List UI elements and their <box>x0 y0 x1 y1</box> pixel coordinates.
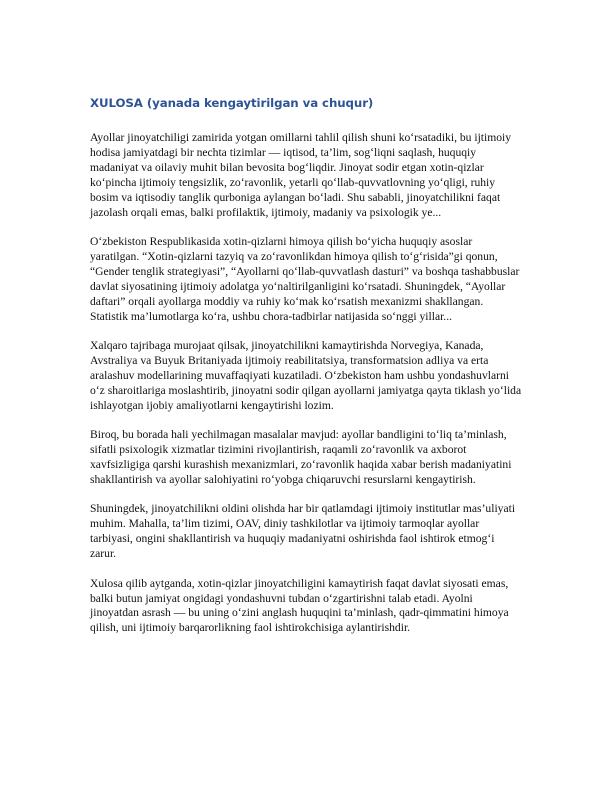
paragraph-5: Shuningdek, jinoyatchilikni oldini olishda har bir qatlamdagi ijtimoiy institutlar mas’uliyati muhim. Mahalla, ta’lim tizimi, OAV, diniy tashkilotlar va ijtimoiy tarmoqlar ayollar tarbiyasi, ongini shakllantirish va huquqiy madaniyatni oshirishda faol ishtirok etmog‘i zarur. <box>90 502 516 561</box>
paragraph-3: Xalqaro tajribaga murojaat qilsak, jinoyatchilikni kamaytirishda Norvegiya, Kanada, Avstraliya va Buyuk Britaniyada ijtimoiy reabilitatsiya, transformatsion adliya va erta aralashuv modellarining muvaffaqiyati kuzatiladi. O‘zbekiston ham ushbu yondashuvlarni o‘z sharoitlariga moslashtirib, jinoyatni sodir qilgan ayollarni jamiyatga qayta tiklash yo‘lida ishlayotgan ijobiy amaliyotlarni kengaytirishi lozim. <box>90 339 522 412</box>
section-heading: XULOSA (yanada kengaytirilgan va chuqur) <box>90 96 374 110</box>
paragraph-1: Ayollar jinoyatchiligi zamirida yotgan omillarni tahlil qilish shuni ko‘rsatadiki, bu ijtimoiy hodisa jamiyatdagi bir nechta tizimlar — iqtisod, ta’lim, sog‘liqni saqlash, huquqiy madaniyat va oilaviy muhit bilan bevosita bog‘liqdir. Jinoyat sodir etgan xotin-qizlar ko‘pincha ijtimoiy tengsizlik, zo‘ravonlik, yetarli qo‘llab-quvvatlovning yo‘qligi, ruhiy bosim va iqtisodiy tanglik qurboniga aylangan bo‘ladi. Shu sababli, jinoyatchilikni faqat jazolash orqali emas, balki profilaktik, ijtimoiy, madaniy va psixologik ye... <box>90 131 512 219</box>
paragraph-4: Biroq, bu borada hali yechilmagan masalalar mavjud: ayollar bandligini to‘liq ta’minlash, sifatli psixologik xizmatlar tizimini rivojlantirish, raqamli zo‘ravonlik va axborot xavfsizligiga qarshi kurashish mexanizmlari, zo‘ravonlik haqida xabar berish madaniyatini shakllantirish va ayollar salohiyatini ro‘yobga chiqaruvchi resurslarni kengaytirish. <box>90 428 512 486</box>
body-text <box>90 131 522 651</box>
paragraph-6: Xulosa qilib aytganda, xotin-qizlar jinoyatchiligini kamaytirish faqat davlat siyosati emas, balki butun jamiyat ongidagi yondashuvni tubdan o‘zgartirishni talab etadi. Ayolni jinoyatdan asrash — bu uning o‘zini anglash huquqini ta’minlash, qadr-qimmatini himoya qilish, uni ijtimoiy barqarorlikning faol ishtirokchisiga aylantirishdir. <box>90 576 509 635</box>
paragraph-2: O‘zbekiston Respublikasida xotin-qizlarni himoya qilish bo‘yicha huquqiy asoslar yaratilgan. “Xotin-qizlarni tazyiq va zo‘ravonlikdan himoya qilish to‘g‘risida”gi qonun, “Gender tenglik strategiyasi”, “Ayollarni qo‘llab-quvvatlash dasturi” va boshqa tashabbuslar davlat siyosatining ijtimoiy adolatga yo‘naltirilganligini ko‘rsatadi. Shuningdek, “Ayollar daftari” orqali ayollarga moddiy va ruhiy ko‘mak ko‘rsatish mexanizmi shakllangan. Statistik ma’lumotlarga ko‘ra, ushbu chora-tadbirlar natijasida so‘nggi yillar... <box>90 235 520 323</box>
